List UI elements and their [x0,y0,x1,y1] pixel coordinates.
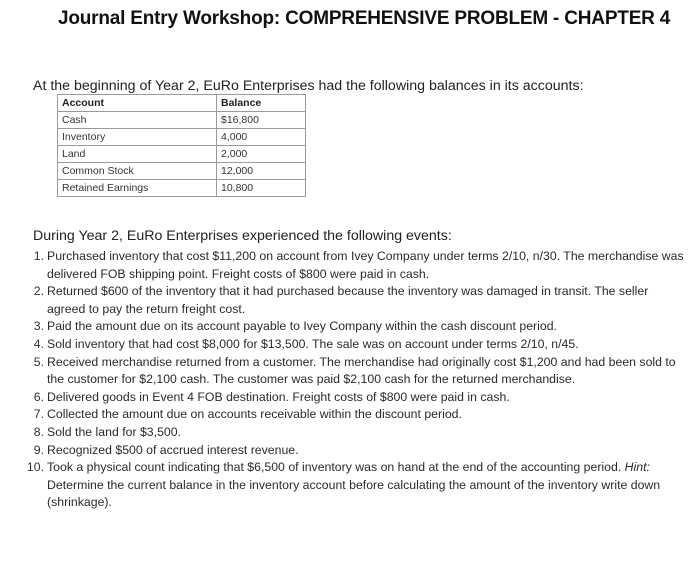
table-row [58,163,306,180]
list-item [8,248,684,283]
events-heading: During Year 2, EuRo Enterprises experienced the following events: [33,228,452,244]
hint-text: Determine the current balance in the inventory account before calculating the amount of the inventory write down (shrinkage). [47,477,661,510]
event-text: Sold the land for $3,500. [47,424,181,439]
balance-cell: $16,800 [217,112,306,129]
event-number: 3. [33,319,44,334]
hint-label: Hint: [624,460,650,475]
event-number: 4. [33,336,44,351]
event-text: Delivered goods in Event 4 FOB destination. Freight costs of $800 were paid in cash. [47,389,510,404]
list-item [8,424,684,442]
account-cell: Retained Earnings [58,180,217,197]
list-item [8,354,684,389]
list-item [8,389,684,407]
list-item [8,336,684,354]
event-text: Purchased inventory that cost $11,200 on account from Ivey Company under terms 2/10, n/30. The merchandise was delivered FOB shipping point. Freight costs of $800 were paid in cash. [47,249,684,281]
table-row [58,112,306,129]
event-text: Returned $600 of the inventory that it had purchased because the inventory was damaged in transit. The seller agreed to pay the return freight cost. [47,284,649,316]
balances-table [57,94,306,197]
event-text: Collected the amount due on accounts receivable within the discount period. [47,407,462,422]
table-header-row [58,95,306,112]
table-row [58,129,306,146]
balance-cell: 2,000 [217,146,306,163]
header-balance: Balance [217,95,306,112]
account-cell: Cash [58,112,217,129]
event-text: Sold inventory that had cost $8,000 for $13,500. The sale was on account under terms 2/10, n/45. [47,336,579,351]
list-item [8,318,684,336]
table-row [58,180,306,197]
event-number: 8. [33,424,44,439]
event-number: 5. [33,354,44,369]
list-item [8,459,684,512]
events-list [8,248,684,512]
event-number: 1. [33,249,44,263]
page-title: Journal Entry Workshop: COMPREHENSIVE PROBLEM - CHAPTER 4 [58,8,671,29]
balance-cell: 12,000 [217,163,306,180]
table-row [58,146,306,163]
list-item [8,283,684,318]
list-item [8,442,684,460]
header-account: Account [58,95,217,112]
event-number: 2. [33,284,44,299]
intro-text: At the beginning of Year 2, EuRo Enterprises had the following balances in its accounts: [33,78,584,94]
balance-cell: 10,800 [217,180,306,197]
event-text: Took a physical count indicating that $6,500 of inventory was on hand at the end of the accounting period. [47,460,622,475]
event-text: Received merchandise returned from a customer. The merchandise had originally cost $1,200 and had been sold to the customer for $2,100 cash. The customer was paid $2,100 cash for the returned merchandise. [47,354,676,387]
event-number: 9. [33,442,44,457]
account-cell: Common Stock [58,163,217,180]
balance-cell: 4,000 [217,129,306,146]
event-number: 7. [33,407,44,422]
event-number: 6. [33,389,44,404]
account-cell: Land [58,146,217,163]
event-number: 10. [26,460,44,475]
account-cell: Inventory [58,129,217,146]
event-text: Paid the amount due on its account payable to Ivey Company within the cash discount period. [47,319,557,334]
event-text: Recognized $500 of accrued interest revenue. [47,442,299,457]
list-item [8,406,684,424]
